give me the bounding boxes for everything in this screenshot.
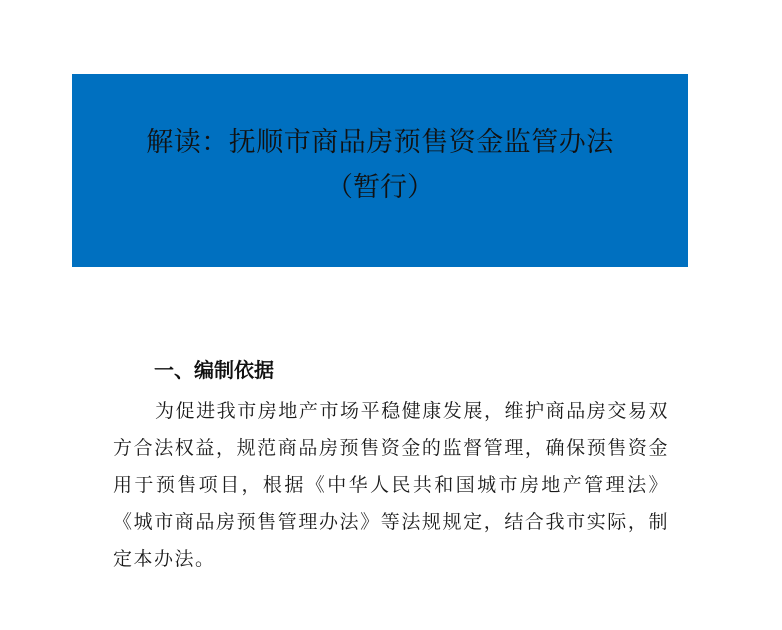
- section-paragraph: 为促进我市房地产市场平稳健康发展，维护商品房交易双方合法权益，规范商品房预售资金的监督管理，确保预售资金用于预售项目，根据《中华人民共和国城市房地产管理法》《城市商品房预售管理办法》等法规规定，结合我市实际，制定本办法。: [113, 400, 669, 570]
- title-banner: [72, 74, 688, 267]
- section-heading: 一、编制依据: [154, 358, 274, 382]
- document-title-suffix: （暂行）: [326, 172, 434, 203]
- document-title: 解读：抚顺市商品房预售资金监管办法: [146, 127, 614, 158]
